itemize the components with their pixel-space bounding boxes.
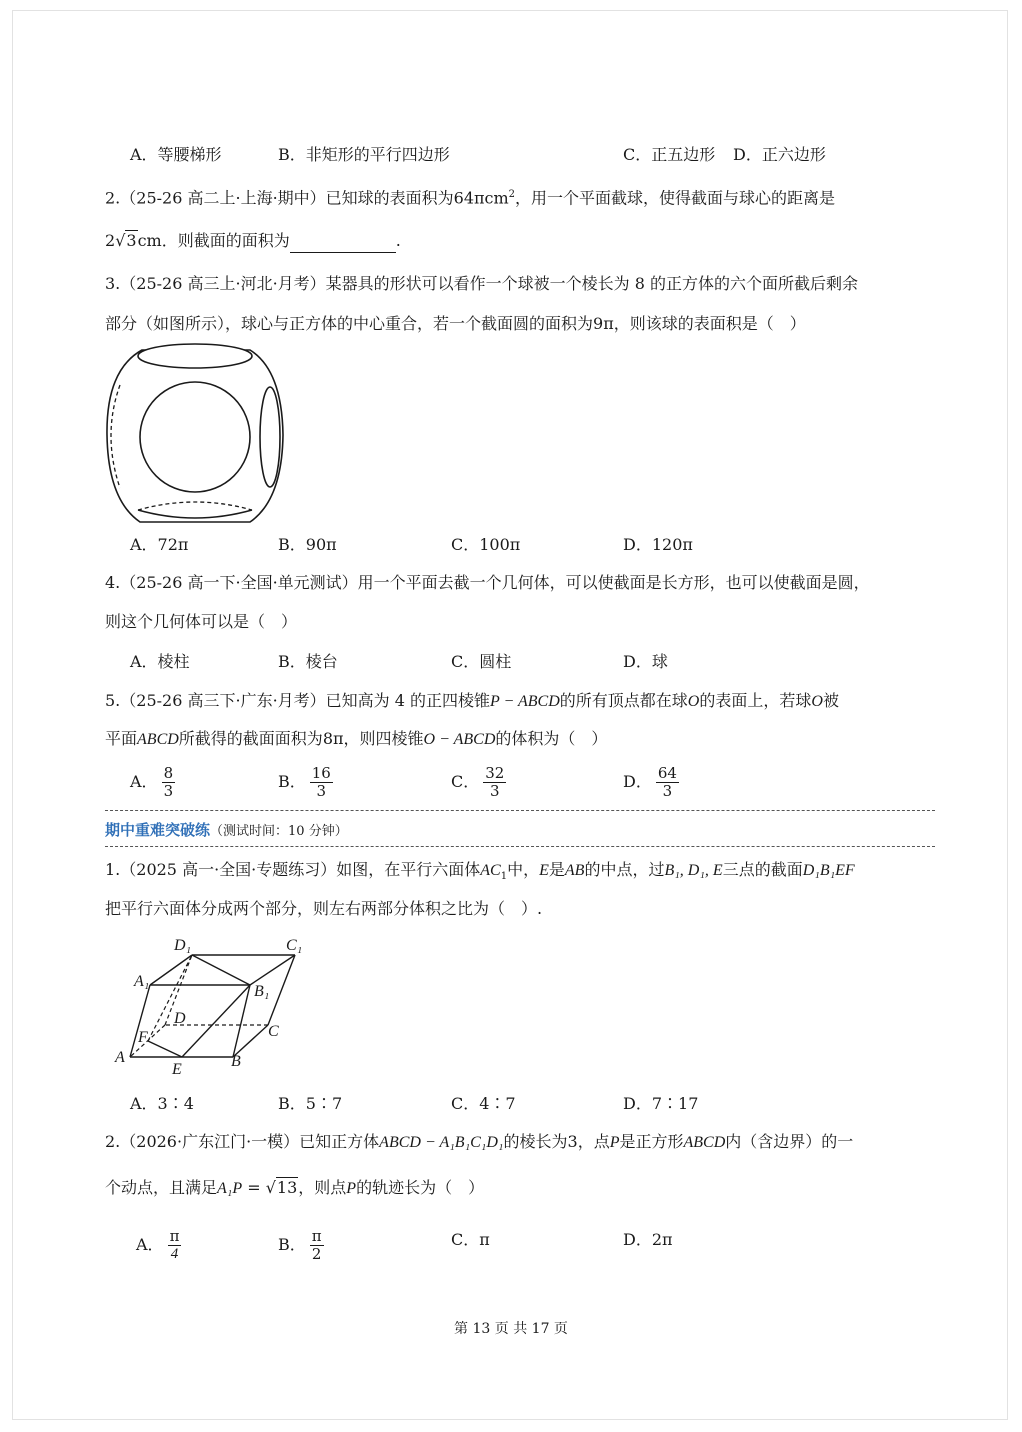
truncated-sphere-figure <box>100 340 290 530</box>
fraction: $\frac{8}{3}$ <box>163 764 174 800</box>
q3-option-d[interactable]: D．120π <box>623 535 693 554</box>
label-c1: C₁ <box>286 937 303 954</box>
prev-option-a: A．等腰梯形 <box>130 145 222 164</box>
fraction: $\frac{\pi}{2}$ <box>311 1227 322 1263</box>
q3-option-a[interactable]: A．72π <box>130 535 189 554</box>
label-e: E <box>172 1061 182 1078</box>
label-c: C <box>268 1023 279 1040</box>
page-footer: 第 13 页 共 17 页 <box>454 1321 568 1337</box>
q3-line1: 3.（25-26 高三上·河北·月考）某器具的形状可以看作一个球被一个棱长为 8 的正方体的六个面所截后剩余 <box>105 274 859 293</box>
q5-line1: 5.（25-26 高三下·广东·月考）已知高为 4 的正四棱锥P − ABCD的所有顶点都在球O的表面上，若球O被 <box>105 691 839 710</box>
q4-option-b[interactable]: B．棱台 <box>278 652 338 671</box>
label-b: B <box>231 1053 241 1070</box>
p2-line2: 个动点，且满足A₁P = √13，则点P的轨迹长为（ ） <box>105 1178 485 1197</box>
label-d: D <box>174 1010 186 1027</box>
parallelepiped-figure <box>100 930 320 1080</box>
label-b1: B₁ <box>254 983 270 1000</box>
prev-option-d: D．正六边形 <box>733 145 826 164</box>
q4-line2: 则这个几何体可以是（ ） <box>105 612 298 631</box>
p2-line1: 2.（2026·广东江门·一模）已知正方体ABCD − A₁B₁C₁D₁的棱长为3，点P是正方形ABCD内（含边界）的一 <box>105 1132 854 1151</box>
q5-option-c[interactable]: C． $\frac{32}{3}$ <box>451 764 505 800</box>
q4-option-d[interactable]: D．球 <box>623 652 668 671</box>
q5-line2: 平面ABCD所截得的截面面积为8π，则四棱锥O − ABCD的体积为（ ） <box>105 729 608 748</box>
section-divider-top <box>105 810 935 811</box>
q5-option-d[interactable]: D． $\frac{64}{3}$ <box>623 764 677 800</box>
q4-line1: 4.（25-26 高一下·全国·单元测试）用一个平面去截一个几何体，可以使截面是长方形，也可以使截面是圆， <box>105 573 870 592</box>
p2-option-a[interactable]: A． $\frac{\pi}{4}$ <box>136 1227 180 1262</box>
q5-option-b[interactable]: B． $\frac{16}{3}$ <box>278 764 331 800</box>
page-border <box>12 10 1008 1420</box>
fraction: $\frac{32}{3}$ <box>485 764 505 800</box>
q3-option-c[interactable]: C．100π <box>451 535 521 554</box>
section-divider-bottom <box>105 846 935 847</box>
label-d1: D₁ <box>174 937 192 954</box>
p1-option-b[interactable]: B．5∶7 <box>278 1094 343 1113</box>
prev-option-c: C．正五边形 <box>623 145 716 164</box>
p2-option-b[interactable]: B． $\frac{\pi}{2}$ <box>278 1227 322 1263</box>
p1-option-a[interactable]: A．3∶4 <box>130 1094 194 1113</box>
prev-option-b: B．非矩形的平行四边形 <box>278 145 450 164</box>
p2-option-d[interactable]: D．2π <box>623 1230 673 1249</box>
p1-option-c[interactable]: C．4∶7 <box>451 1094 516 1113</box>
label-f: F <box>138 1029 148 1046</box>
fraction: $\frac{16}{3}$ <box>311 764 331 800</box>
answer-blank[interactable] <box>290 234 396 253</box>
q5-option-a[interactable]: A． $\frac{8}{3}$ <box>130 764 174 800</box>
label-a1: A₁ <box>134 973 150 990</box>
q3-option-b[interactable]: B．90π <box>278 535 337 554</box>
fraction: $\frac{\pi}{4}$ <box>169 1227 180 1262</box>
q3-line2: 部分（如图所示），球心与正方体的中心重合，若一个截面圆的面积为9π，则该球的表面积是（ ） <box>105 314 806 333</box>
p1-line2: 把平行六面体分成两个部分，则左右两部分体积之比为（ ）. <box>105 899 543 918</box>
p1-option-d[interactable]: D．7∶17 <box>623 1094 699 1113</box>
p1-line1: 1.（2025 高一·全国·专题练习）如图，在平行六面体$AC_1$中，E是AB的中点，过B₁, D₁, E三点的截面D₁B₁EF <box>105 860 855 883</box>
q4-option-a[interactable]: A．棱柱 <box>130 652 190 671</box>
q2-line2: 2√3cm．则截面的面积为 . <box>105 229 401 253</box>
label-a: A <box>115 1049 125 1066</box>
fraction: $\frac{64}{3}$ <box>657 764 677 800</box>
section-heading: 期中重难突破练（测试时间：10 分钟） <box>105 821 348 839</box>
q2-line1: 2.（25-26 高二上·上海·期中）已知球的表面积为64πcm$^2$，用一个平面截球，使得截面与球心的距离是 <box>105 188 836 208</box>
q4-option-c[interactable]: C．圆柱 <box>451 652 512 671</box>
p2-option-c[interactable]: C．π <box>451 1230 490 1249</box>
